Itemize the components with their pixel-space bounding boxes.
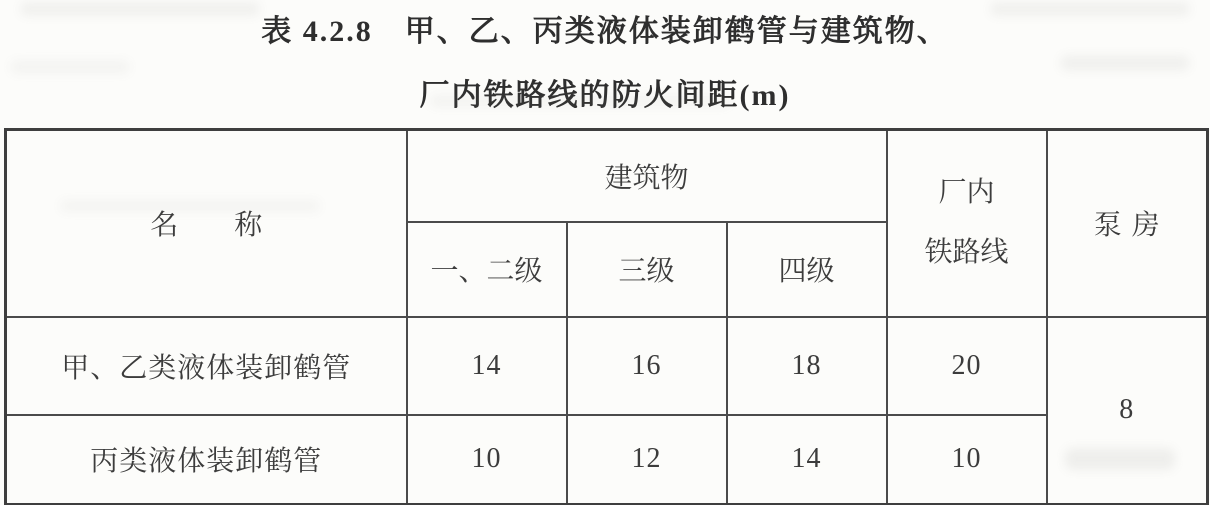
header-building-cell: 建筑物 [407, 130, 887, 222]
row1-grade4-value: 18 [727, 317, 887, 415]
row1-name-cell: 甲、乙类液体装卸鹤管 [6, 317, 407, 415]
header-row-top [6, 130, 1208, 222]
header-grade3-cell: 三级 [567, 222, 727, 317]
table-row [6, 415, 1208, 505]
table-title-line1: 表 4.2.8 甲、乙、丙类液体装卸鹤管与建筑物、 [261, 15, 949, 48]
row2-grade3-value: 12 [567, 415, 727, 505]
header-name-cell: 名 称 [6, 130, 407, 317]
header-railway-line2: 铁路线 [924, 237, 1009, 269]
pump-shared-value-cell: 8 [1047, 317, 1208, 505]
fire-separation-table [4, 128, 1209, 505]
row2-railway-value: 10 [887, 415, 1047, 505]
header-pump-cell: 泵房 [1047, 130, 1208, 317]
header-grade12-cell: 一、二级 [407, 222, 567, 317]
row2-grade12-value: 10 [407, 415, 567, 505]
header-railway-line1: 厂内 [938, 177, 995, 209]
row2-name-cell: 丙类液体装卸鹤管 [6, 415, 407, 505]
header-railway-cell [887, 130, 1047, 317]
row1-grade12-value: 14 [407, 317, 567, 415]
header-grade4-cell: 四级 [727, 222, 887, 317]
table-title-line2: 厂内铁路线的防火间距(m) [419, 79, 791, 112]
row1-grade3-value: 16 [567, 317, 727, 415]
row2-grade4-value: 14 [727, 415, 887, 505]
table-row [6, 317, 1208, 415]
row1-railway-value: 20 [887, 317, 1047, 415]
scan-artifact [1060, 55, 1190, 71]
